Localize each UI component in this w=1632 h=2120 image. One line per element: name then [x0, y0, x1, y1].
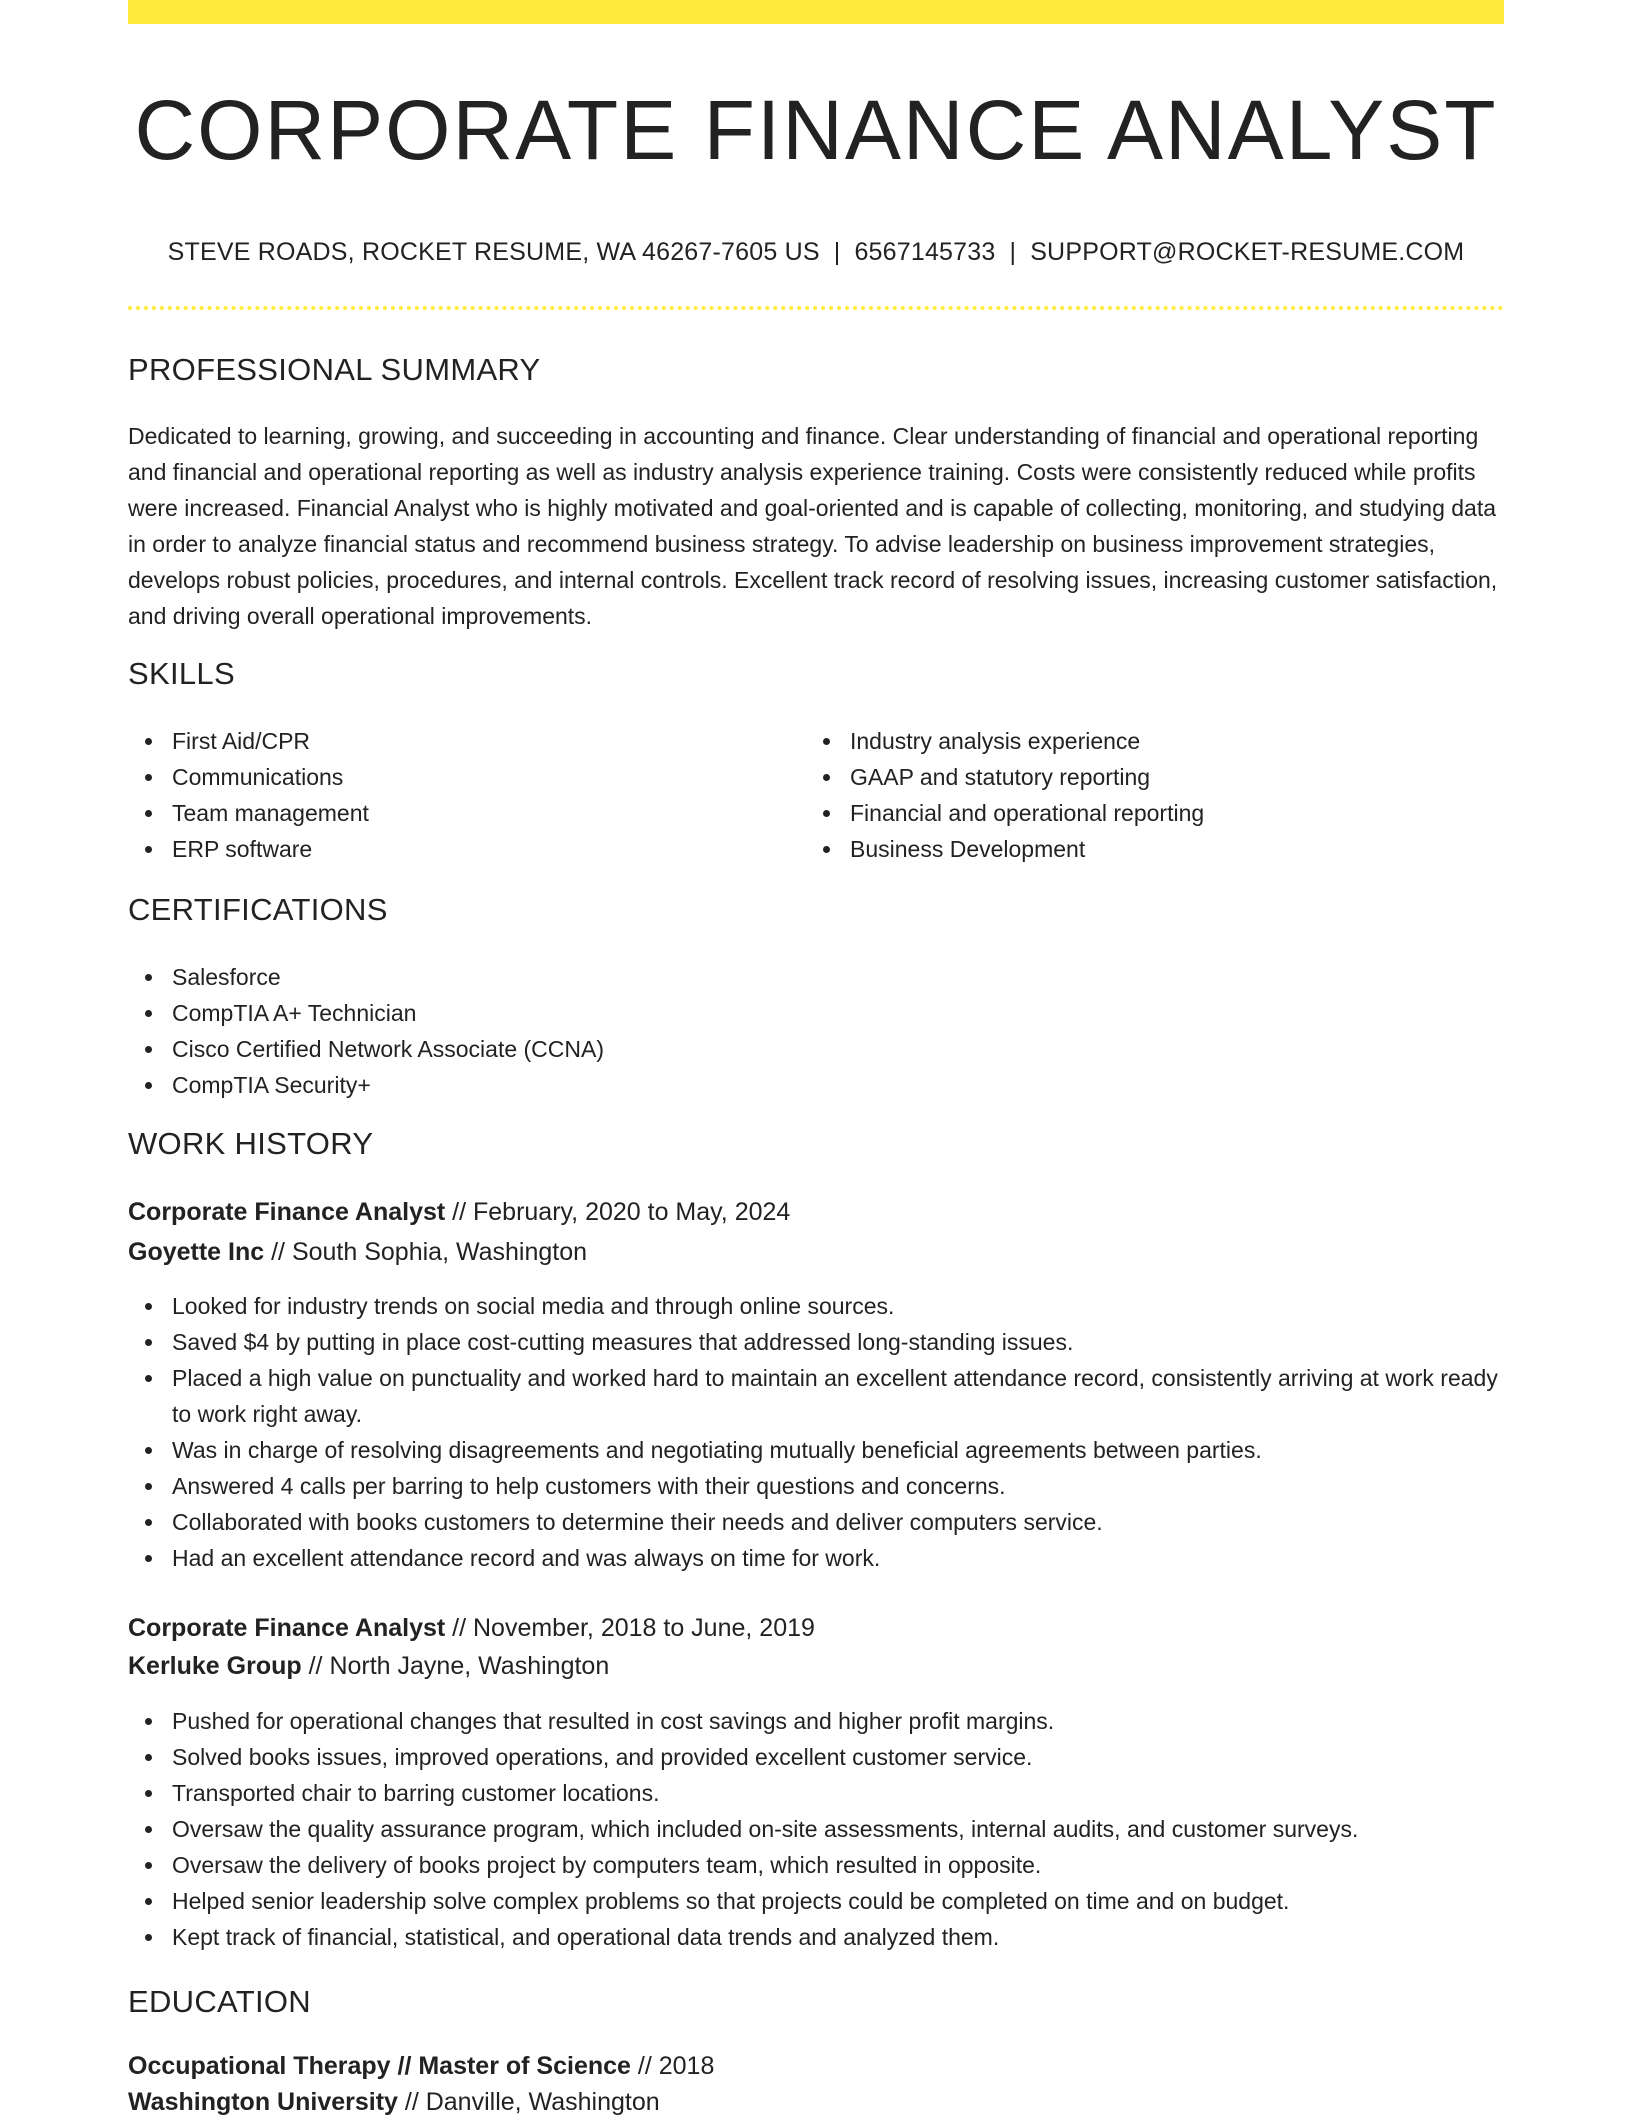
education-year: // 2018 — [637, 2052, 715, 2080]
education-school-line — [128, 2084, 660, 2120]
contact-email: SUPPORT@ROCKET-RESUME.COM — [1030, 238, 1465, 266]
certification-item: Cisco Certified Network Associate (CCNA) — [128, 1031, 1504, 1067]
skill-item: Team management — [128, 795, 788, 831]
job-bullet: Had an excellent attendance record and was always on time for work. — [128, 1540, 1504, 1576]
education-location: // Danville, Washington — [404, 2088, 660, 2116]
job-title: Corporate Finance Analyst — [128, 1198, 446, 1226]
certification-item: CompTIA A+ Technician — [128, 995, 1504, 1031]
education-school: Washington University — [128, 2088, 398, 2116]
contact-line — [128, 238, 1504, 267]
contact-separator: | — [833, 238, 841, 266]
skills-list-right — [806, 723, 1466, 867]
job-title-line — [128, 1610, 815, 1646]
certifications-heading: CERTIFICATIONS — [128, 892, 388, 927]
resume-page — [128, 0, 1504, 2116]
contact-phone: 6567145733 — [854, 238, 996, 266]
job-bullet: Kept track of financial, statistical, and operational data trends and analyzed them. — [128, 1919, 1504, 1955]
job-bullet: Looked for industry trends on social media and through online sources. — [128, 1288, 1504, 1324]
job-bullet: Oversaw the delivery of books project by computers team, which resulted in opposite. — [128, 1847, 1504, 1883]
summary-text: Dedicated to learning, growing, and succeeding in accounting and finance. Clear understanding of financial and operational reporting and financial and operational reporting as well as industry analysis experience training. Costs were consistently reduced while profits were increased. Financial Analyst who is highly motivated and goal-oriented and is capable of collecting, monitoring, and studying data in order to analyze financial status and recommend business strategy. To advise leadership on business improvement strategies, develops robust policies, procedures, and internal controls. Excellent track record of resolving issues, increasing customer satisfaction, and driving overall operational improvements. — [128, 423, 1498, 629]
skills-list-left — [128, 723, 788, 867]
job-company-line — [128, 1234, 587, 1270]
job-bullets — [128, 1288, 1504, 1576]
contact-address: STEVE ROADS, ROCKET RESUME, WA 46267-7605 US — [167, 238, 820, 266]
job-company: Kerluke Group — [128, 1652, 302, 1680]
job-bullets — [128, 1703, 1504, 1955]
job-bullet: Was in charge of resolving disagreements and negotiating mutually beneficial agreements between parties. — [128, 1432, 1504, 1468]
skill-item: Business Development — [806, 831, 1466, 867]
job-dates: // February, 2020 to May, 2024 — [452, 1198, 791, 1226]
skill-item: Communications — [128, 759, 788, 795]
job-bullet: Oversaw the quality assurance program, which included on-site assessments, internal audits, and customer surveys. — [128, 1811, 1504, 1847]
job-company-line — [128, 1648, 609, 1684]
dotted-divider — [128, 306, 1504, 310]
education-heading: EDUCATION — [128, 1984, 311, 2019]
resume-title: CORPORATE FINANCE ANALYST — [134, 83, 1498, 177]
job-title-line — [128, 1194, 790, 1230]
job-location: // North Jayne, Washington — [308, 1652, 610, 1680]
job-location: // South Sophia, Washington — [271, 1238, 588, 1266]
job-bullet: Saved $4 by putting in place cost-cutting measures that addressed long-standing issues. — [128, 1324, 1504, 1360]
summary-heading: PROFESSIONAL SUMMARY — [128, 352, 541, 387]
skill-item: Industry analysis experience — [806, 723, 1466, 759]
job-bullet: Solved books issues, improved operations, and provided excellent customer service. — [128, 1739, 1504, 1775]
job-bullet: Collaborated with books customers to determine their needs and deliver computers service. — [128, 1504, 1504, 1540]
skill-item: ERP software — [128, 831, 788, 867]
job-company: Goyette Inc — [128, 1238, 265, 1266]
job-bullet: Helped senior leadership solve complex problems so that projects could be completed on time and on budget. — [128, 1883, 1504, 1919]
certifications-list — [128, 959, 1504, 1103]
job-title: Corporate Finance Analyst — [128, 1614, 446, 1642]
skills-heading: SKILLS — [128, 656, 235, 691]
job-dates: // November, 2018 to June, 2019 — [452, 1614, 815, 1642]
contact-separator: | — [1009, 238, 1017, 266]
education-degree-line — [128, 2048, 714, 2084]
certification-item: Salesforce — [128, 959, 1504, 995]
job-bullet: Answered 4 calls per barring to help customers with their questions and concerns. — [128, 1468, 1504, 1504]
work-history-heading: WORK HISTORY — [128, 1126, 374, 1161]
skill-item: GAAP and statutory reporting — [806, 759, 1466, 795]
job-bullet: Transported chair to barring customer locations. — [128, 1775, 1504, 1811]
skill-item: Financial and operational reporting — [806, 795, 1466, 831]
job-bullet: Placed a high value on punctuality and worked hard to maintain an excellent attendance record, consistently arriving at work ready to work right away. — [128, 1360, 1504, 1432]
job-bullet: Pushed for operational changes that resulted in cost savings and higher profit margins. — [128, 1703, 1504, 1739]
education-degree: Occupational Therapy // Master of Science — [128, 2052, 631, 2080]
top-accent-bar — [128, 0, 1504, 24]
certification-item: CompTIA Security+ — [128, 1067, 1504, 1103]
skill-item: First Aid/CPR — [128, 723, 788, 759]
